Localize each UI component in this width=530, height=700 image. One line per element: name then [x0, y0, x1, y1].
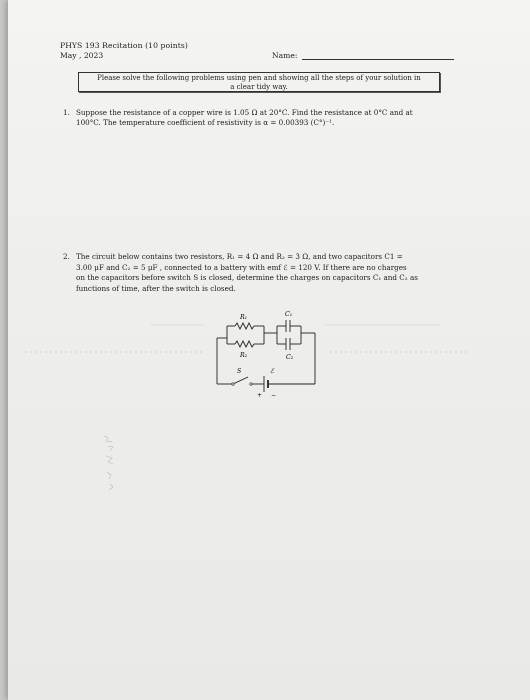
problem-text-line: on the capacitors before switch S is closed, determine the charges on capacitors C₁ and C₂ as [76, 273, 418, 283]
battery-plus-label: + [257, 392, 263, 399]
c1-label: C₁ [285, 311, 293, 318]
switch-s [233, 377, 248, 384]
battery-minus-label: − [271, 392, 277, 399]
switch-contact [232, 383, 234, 385]
problem-text-line: Suppose the resistance of a copper wire is 1.05 Ω at 20°C. Find the resistance at 0°C and at [76, 108, 413, 117]
instructions-line-1: Please solve the following problems using pen and showing all the steps of your solution in [97, 74, 421, 82]
show-through-marks [98, 432, 128, 496]
switch-contact [250, 383, 252, 385]
r1-label: R₁ [240, 314, 248, 321]
name-label: Name: [272, 51, 298, 60]
worksheet-title: PHYS 193 Recitation (10 points) [60, 41, 188, 50]
problem-text-line: 100°C. The temperature coefficient of resistivity is α = 0.00393 (C°)⁻¹. [76, 118, 335, 127]
resistor-r1 [235, 323, 254, 329]
c2-label: C₂ [286, 354, 294, 361]
resistor-r2 [235, 341, 254, 347]
emf-label: ℰ [270, 368, 274, 375]
problem-text-line: 3.00 μF and C₂ = 5 μF , connected to a battery with emf ℰ = 120 V. If there are no charges [76, 262, 407, 272]
problem-text-line: functions of time, after the switch is closed. [76, 283, 236, 293]
switch-label: S [237, 368, 242, 375]
problem-number: 2. [63, 252, 70, 261]
instructions-line-2: a clear tidy way. [230, 83, 288, 91]
r2-label: R₂ [240, 352, 248, 359]
problem-text-line: The circuit below contains two resistors, R₁ = 4 Ω and R₂ = 3 Ω, and two capacitors C1 = [76, 252, 403, 261]
problem-number: 1. [63, 108, 70, 117]
worksheet-date: May , 2023 [60, 51, 104, 60]
